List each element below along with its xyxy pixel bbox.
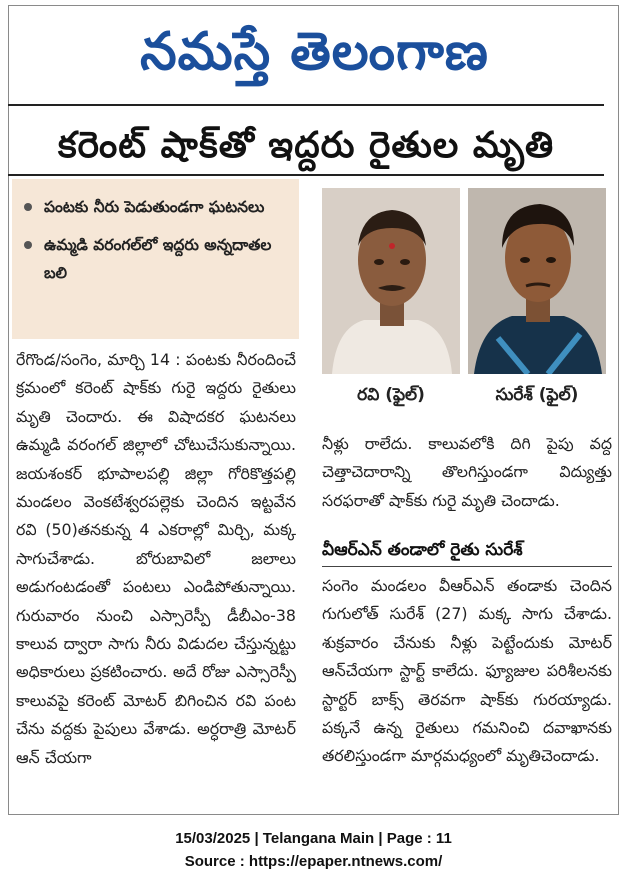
portrait-suresh-icon — [468, 188, 606, 374]
story-right-continued-text: నీళ్లు రాలేదు. కాలువలోకి దిగి పైపు వద్ద చెత్తాచెదారాన్ని తొలగిస్తుండగా విద్యుత్తు సరఫరాతో షాక్‌కు గురై మృతి చెందాడు. — [322, 434, 612, 510]
bullet-icon — [24, 241, 32, 249]
subheading: వీఆర్‌ఎన్ తండాలో రైతు సురేశ్ — [322, 540, 523, 560]
bullet-icon — [24, 203, 32, 211]
story-right-column — [322, 572, 612, 771]
footer-source: Source : https://epaper.ntnews.com/ — [184, 853, 443, 870]
highlight-item — [22, 193, 289, 221]
photo-caption-suresh: సురేశ్ (ఫైల్) — [495, 385, 579, 405]
headline: కరెంట్ షాక్‌తో ఇద్దరు రైతుల మృతి — [57, 125, 555, 166]
photo-caption-ravi: రవి (ఫైల్) — [357, 385, 425, 405]
divider-subhead — [322, 566, 612, 567]
divider-headline — [8, 174, 604, 176]
story-right-text: సంగెం మండలం వీఆర్‌ఎన్ తండాకు చెందిన గుగులోత్ సురేశ్ (27) మక్క సాగు చేశాడు. శుక్రవారం చేనుకు నీళ్లు పెట్టేందుకు మోటర్ ఆన్‌చేయగా స్టార్ట్ కాలేదు. ఫ్యూజుల పరిశీలనకు స్టార్టర్ బాక్స్ తెరవగా షాక్‌కు గురయ్యాడు. పక్కనే ఉన్న రైతులు గమనించి దవాఖానకు తరలిస్తుండగా మార్గమధ్యంలో మృతిచెందాడు. — [322, 576, 612, 766]
photo-ravi — [322, 188, 460, 374]
story-left-text: రేగొండ/సంగెం, మార్చి 14 : పంటకు నీరందించే క్రమంలో కరెంట్ షాక్‌కు గురై ఇద్దరు రైతులు మృతి చెందారు. ఈ విషాదకర ఘటనలు ఉమ్మడి వరంగల్ జిల్లాలో చోటుచేసుకున్నాయి. జయశంకర్ భూపాలపల్లి జిల్లా గోరికొత్తపల్లి మండలం వెంకటేశ్వరపల్లెకు చెందిన ఇట్టవేన రవి (50)తనకున్న 4 ఎకరాల్లో మిర్చి, మక్క సాగుచేశాడు. బోరుబావిలో జలాలు అడుగంటడంతో పంటలు ఎండిపోతున్నాయి. గురువారం నుంచి ఎస్సారెస్పీ డీబీఎం-38 కాలువ ద్వారా సాగు నీరు విడుదల చేస్తున్నట్టు అధికారులు ప్రకటించారు. అదే రోజు ఎస్సారెస్పీ కాలువపై కరెంట్ మోటర్ బిగించిన రవి పంట చేను వద్దకు పైపులు వేశాడు. అర్ధరాత్రి మోటర్ ఆన్ చేయగా — [16, 350, 296, 767]
story-left-column — [16, 346, 296, 772]
highlight-text: ఉమ్మడి వరంగల్‌లో ఇద్దరు అన్నదాతల బలి — [44, 236, 272, 282]
portrait-ravi-icon — [322, 188, 460, 374]
photo-suresh — [468, 188, 606, 374]
story-right-continued — [322, 430, 612, 515]
highlights-box — [12, 179, 299, 339]
highlight-text: పంటకు నీరు పెడుతుండగా ఘటనలు — [44, 198, 265, 216]
masthead-logo: నమస్తే తెలంగాణ — [140, 22, 489, 82]
highlight-item — [22, 231, 289, 287]
divider-top — [8, 104, 604, 106]
masthead — [9, 6, 620, 102]
footer-date-edition: 15/03/2025 | Telangana Main | Page : 11 — [175, 830, 452, 847]
